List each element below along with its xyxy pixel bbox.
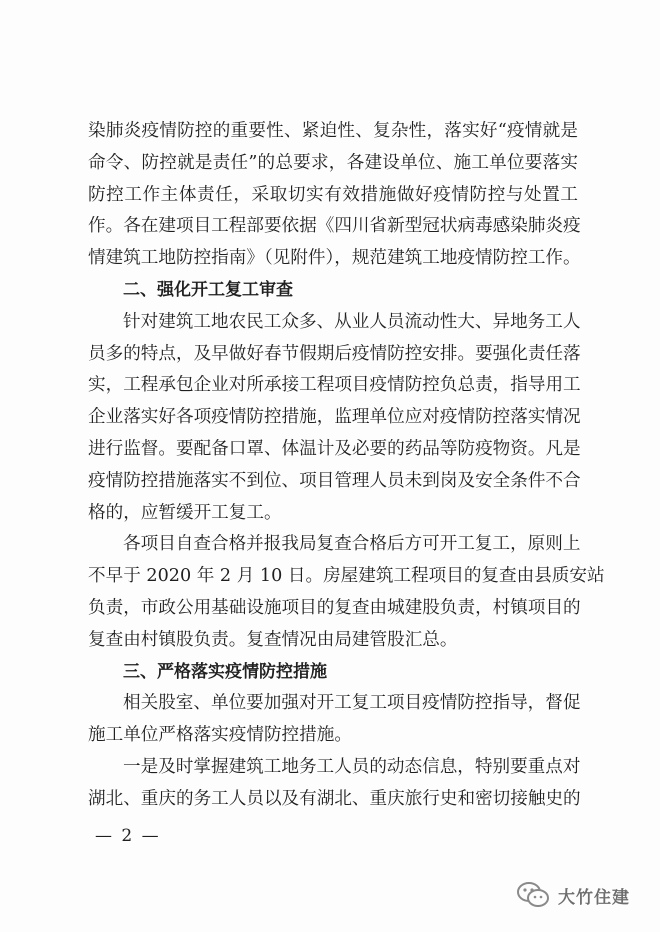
wechat-icon	[516, 880, 550, 910]
section-heading-2: 二、强化开工复工审查	[123, 279, 293, 300]
paragraph-line: 施工单位严格落实疫情防控措施。	[88, 725, 352, 746]
paragraph-line: 负责，市政公用基础设施项目的复查由城建股负责，村镇项目的	[88, 597, 581, 618]
paragraph-line: 各项目自查合格并报我局复查合格后方可开工复工，原则上	[123, 534, 581, 555]
paragraph-line: 进行监督。要配备口罩、体温计及必要的药品等防疫物资。凡是	[88, 438, 581, 459]
account-watermark	[516, 880, 630, 910]
section-heading-3: 三、严格落实疫情防控措施	[123, 661, 327, 682]
paragraph-line: 不早于 2020 年 2 月 10 日。房屋建筑工程项目的复查由县质安站	[88, 566, 605, 587]
paragraph-line: 作。各在建项目工程部要依据《四川省新型冠状病毒感染肺炎疫	[88, 216, 581, 237]
account-name: 大竹住建	[558, 887, 630, 908]
paragraph-line: 相关股室、单位要加强对开工复工项目疫情防控指导，督促	[123, 693, 581, 714]
paragraph-line: 员多的特点，及早做好春节假期后疫情防控安排。要强化责任落	[88, 343, 581, 364]
paragraph-line: 企业落实好各项疫情防控措施，监理单位应对疫情防控落实情况	[88, 407, 581, 428]
paragraph-line: 防控工作主体责任，采取切实有效措施做好疫情防控与处置工	[88, 184, 578, 205]
document-body	[88, 116, 605, 816]
paragraph-line: 复查由村镇股负责。复查情况由局建管股汇总。	[88, 629, 458, 650]
paragraph-line: 疫情防控措施落实不到位、项目管理人员未到岗及安全条件不合	[88, 470, 581, 491]
paragraph-line: 命令、防控就是责任”的总要求，各建设单位、施工单位要落实	[88, 152, 578, 173]
paragraph-line: 湖北、重庆的务工人员以及有湖北、重庆旅行史和密切接触史的	[88, 788, 581, 809]
paragraph-line: 情建筑工地防控指南》（见附件），规范建筑工地疫情防控工作。	[88, 248, 581, 269]
paragraph-line: 一是及时掌握建筑工地务工人员的动态信息，特别要重点对	[123, 756, 581, 777]
paragraph-line: 格的，应暂缓开工复工。	[88, 502, 282, 523]
paragraph-line: 染肺炎疫情防控的重要性、紧迫性、复杂性，落实好“疫情就是	[88, 121, 578, 141]
paragraph-line: 针对建筑工地农民工众多、从业人员流动性大、异地务工人	[123, 311, 581, 332]
page-number: — 2 —	[95, 826, 161, 846]
paragraph-line: 实，工程承包企业对所承接工程项目疫情防控负总责，指导用工	[88, 375, 581, 396]
